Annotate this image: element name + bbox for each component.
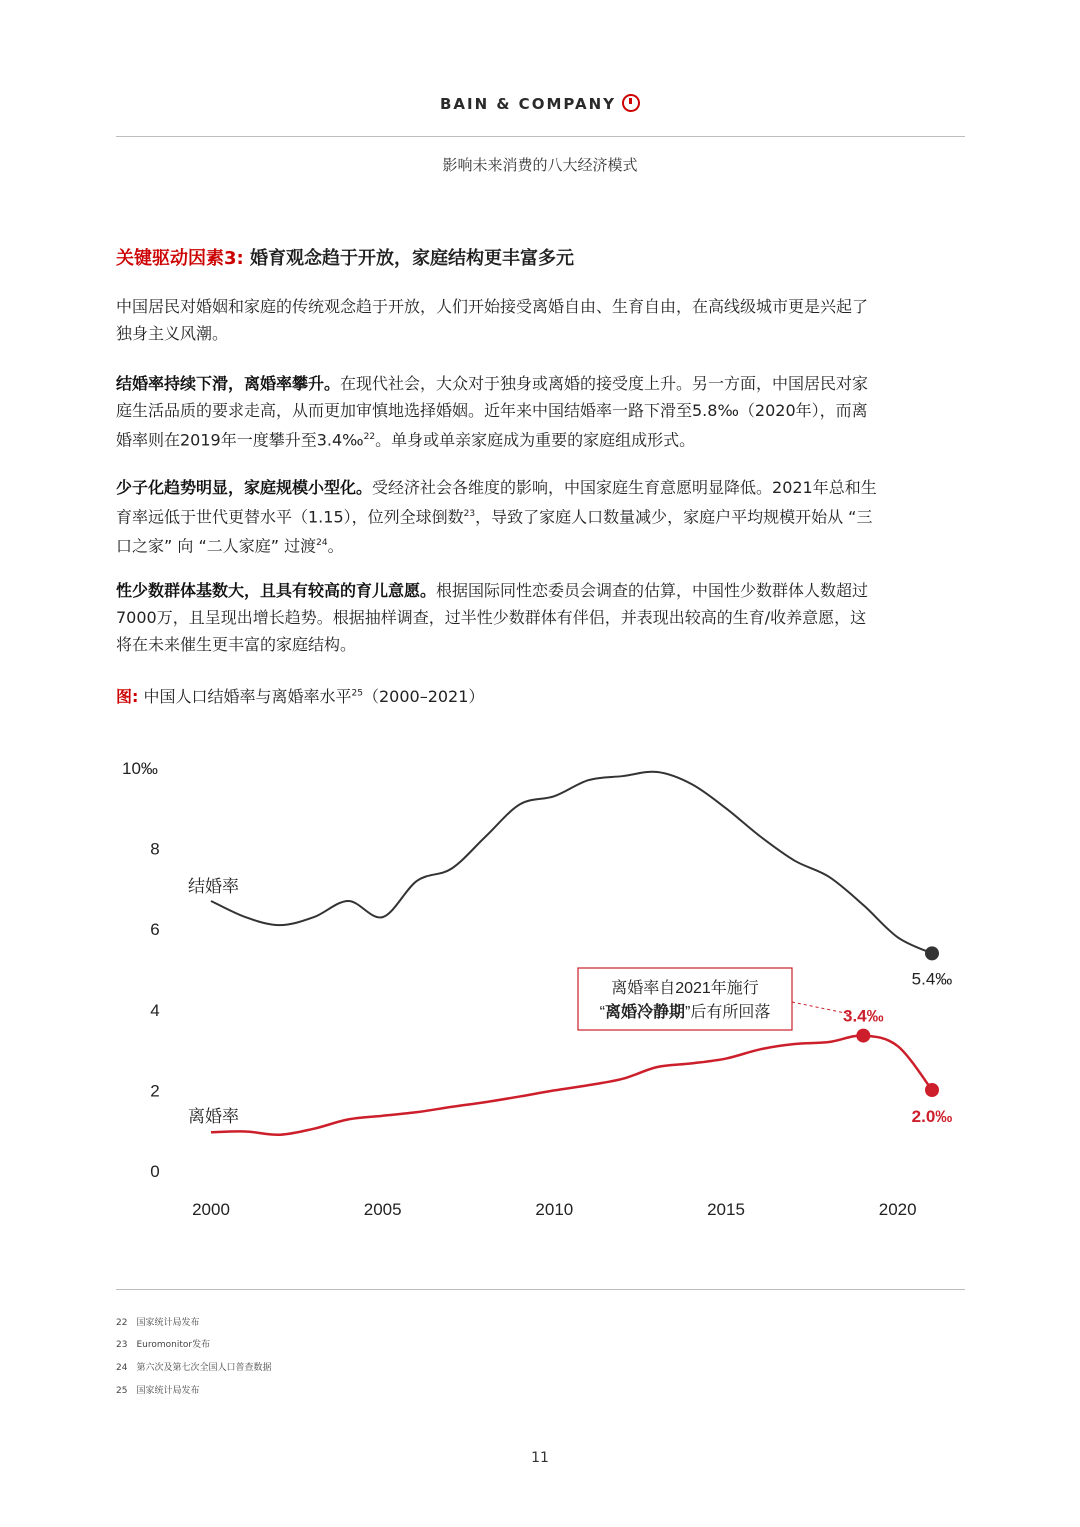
footnote-23: 23 Euromonitor发布 xyxy=(116,1340,211,1350)
footnote-25: 25 国家统计局发布 xyxy=(116,1386,200,1396)
paragraph-text: 根据国际同性恋委员会调查的估算，中国性少数群体人数超过 xyxy=(436,581,869,600)
paragraph-line: 庭生活品质的要求走高，从而更加审慎地选择婚姻。近年来中国结婚率一路下滑至5.8‰（2020年），而离 xyxy=(116,401,868,420)
series-line-divorce-rate xyxy=(211,1036,932,1135)
paragraph-text: 育率远低于世代更替水平（1.15），位列全球倒数 xyxy=(116,507,464,527)
paragraph-text: ，导致了家庭人口数量减少，家庭户平均规模开始从 “三 xyxy=(475,507,873,527)
paragraph-line xyxy=(116,530,968,559)
figure-caption-range: （2000–2021） xyxy=(362,687,485,706)
brand-logo xyxy=(0,94,1080,113)
paragraph-low-fertility xyxy=(116,474,968,560)
paragraph-minority-groups xyxy=(116,577,968,658)
x-tick-label: 2010 xyxy=(535,1200,574,1219)
paragraph-text: 。单身或单亲家庭成为重要的家庭组成形式。 xyxy=(375,430,696,450)
paragraph-lead: 性少数群体基数大，且具有较高的育儿意愿。 xyxy=(116,581,437,600)
header-divider xyxy=(116,136,965,137)
footnote-ref: 22 xyxy=(363,432,376,442)
divorce-end-point xyxy=(925,1083,939,1097)
annotation-line-1: 离婚率自2021年施行 xyxy=(611,980,759,997)
paragraph-line xyxy=(116,424,968,453)
data-label-marriage-end: 5.4‰ xyxy=(911,969,953,989)
paragraph-intro xyxy=(116,293,968,347)
paragraph-line xyxy=(116,577,968,604)
report-subtitle: 影响未来消费的八大经济模式 xyxy=(442,156,638,174)
annotation-quote: “ xyxy=(599,1004,605,1021)
paragraph-line: 将在未来催生更丰富的家庭结构。 xyxy=(116,635,357,654)
section-heading xyxy=(116,244,574,270)
data-label-divorce-peak: 3.4‰ xyxy=(843,1006,884,1026)
x-tick-label: 2000 xyxy=(192,1200,230,1219)
series-line-marriage-rate xyxy=(211,772,932,954)
paragraph-text: 。 xyxy=(327,536,344,556)
paragraph-lead: 结婚率持续下滑，离婚率攀升。 xyxy=(116,374,341,393)
footnote-ref: 23 xyxy=(463,509,476,519)
footnote-ref: 25 xyxy=(351,688,363,699)
y-axis-ticks xyxy=(122,759,160,1181)
heading-text: 婚育观念趋于开放，家庭结构更丰富多元 xyxy=(250,248,575,269)
x-axis-ticks xyxy=(192,1200,916,1219)
paragraph-text: 在现代社会，大众对于独身或离婚的接受度上升。另一方面，中国居民对家 xyxy=(340,374,869,393)
y-tick-label: 10‰ xyxy=(122,759,158,778)
annotation-rest: ”后有所回落 xyxy=(685,1004,771,1021)
brand-name: BAIN & COMPANY xyxy=(439,95,617,113)
x-tick-label: 2015 xyxy=(707,1200,745,1219)
paragraph-line xyxy=(116,474,968,501)
paragraph-marriage-divorce xyxy=(116,370,968,453)
paragraph-line xyxy=(116,501,968,530)
y-tick-label: 0 xyxy=(150,1162,160,1181)
marriage-end-point xyxy=(925,946,939,960)
footnote-divider xyxy=(116,1289,965,1290)
y-tick-label: 8 xyxy=(150,839,160,859)
paragraph-line: 中国居民对婚姻和家庭的传统观念趋于开放，人们开始接受离婚自由、生育自由，在高线级城市更是兴起了 xyxy=(116,297,869,316)
divorce-peak-point xyxy=(856,1029,870,1043)
annotation-line-2 xyxy=(600,1002,771,1021)
paragraph-text: 婚率则在2019年一度攀升至3.4‰ xyxy=(116,430,364,450)
page-number: 11 xyxy=(531,1450,549,1466)
series-label-divorce-rate: 离婚率 xyxy=(188,1107,239,1126)
data-label-divorce-end: 2.0‰ xyxy=(911,1106,953,1126)
paragraph-lead: 少子化趋势明显，家庭规模小型化。 xyxy=(116,478,373,497)
series-label-marriage-rate: 结婚率 xyxy=(188,877,239,896)
brand-mark-icon xyxy=(622,94,640,112)
y-tick-label: 6 xyxy=(150,920,160,940)
marriage-divorce-rate-chart xyxy=(0,740,1080,1230)
heading-prefix: 关键驱动因素3: xyxy=(116,248,244,269)
annotation-keyword: 离婚冷静期 xyxy=(604,1004,685,1021)
figure-caption xyxy=(116,684,484,707)
paragraph-line: 7000万，且呈现出增长趋势。根据抽样调查，过半性少数群体有伴侣，并表现出较高的生育/收养意愿，这 xyxy=(116,608,867,627)
annotation-connector xyxy=(792,1002,850,1014)
paragraph-text: 受经济社会各维度的影响，中国家庭生育意愿明显降低。2021年总和生 xyxy=(372,478,877,497)
y-tick-label: 2 xyxy=(150,1081,160,1101)
paragraph-text: 口之家” 向 “二人家庭” 过渡 xyxy=(116,536,317,556)
x-tick-label: 2005 xyxy=(363,1200,402,1219)
y-tick-label: 4 xyxy=(150,1000,160,1020)
footnote-22: 22 国家统计局发布 xyxy=(116,1318,200,1328)
figure-label: 图: xyxy=(116,687,139,706)
footnote-ref: 24 xyxy=(316,538,328,549)
footnote-24: 24 第六次及第七次全国人口普查数据 xyxy=(116,1363,272,1373)
paragraph-line xyxy=(116,370,968,397)
paragraph-line: 独身主义风潮。 xyxy=(116,324,229,343)
x-tick-label: 2020 xyxy=(878,1200,917,1219)
figure-caption-text: 中国人口结婚率与离婚率水平 xyxy=(143,687,352,706)
